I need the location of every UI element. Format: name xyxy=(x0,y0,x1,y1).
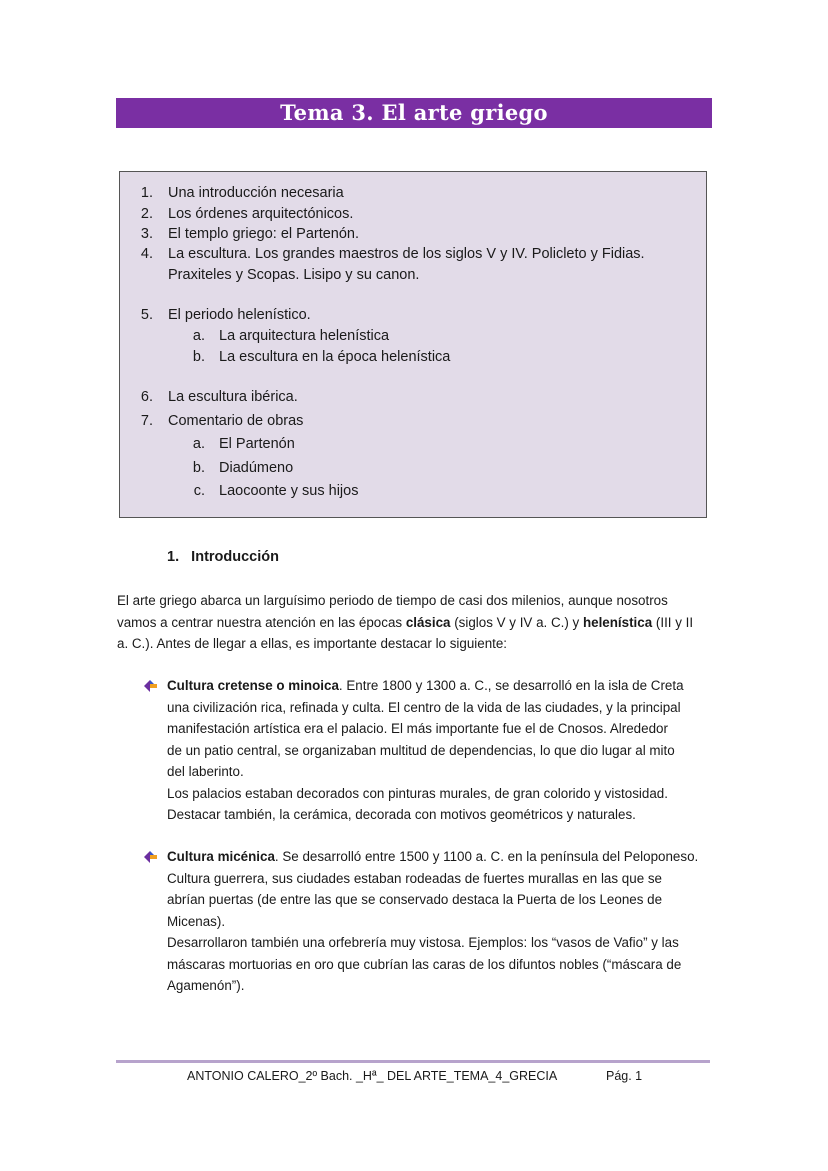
arrow-bullet-icon xyxy=(141,677,159,695)
intro-paragraph: El arte griego abarca un larguísimo periodo de tiempo de casi dos milenios, aunque nosotros vamos a centrar nuestra atención en las épocas clásica (siglos V y IV a. C.) y helenística (III y II a. C.). Antes de llegar a ellas, es importante destacar lo siguiente: xyxy=(117,593,694,651)
bullet-cretan-culture: Cultura cretense o minoica. Entre 1800 y 1300 a. C., se desarrolló en la isla de Creta una civilización rica, refinada y culta. El centro de la vida de las ciudades, y la principal manifestación artística era el palacio. El más importante fue el de Cnosos. Alrededor de un patio central, se organizaban multitud de dependencias, lo que dio lugar al mito del laberinto. Los palacios estaban decorados con pinturas murales, de gran colorido y vistosidad. Destacar también, la cerámica, decorada con motivos geométricos y naturales. xyxy=(167,678,684,822)
section-heading: 1. Introducción xyxy=(167,549,279,565)
page-title: Tema 3. El arte griego xyxy=(116,98,712,128)
footer-divider xyxy=(116,1060,710,1063)
footer-author: ANTONIO CALERO_2º Bach. _Hª_ DEL ARTE_TEMA_4_GRECIA xyxy=(187,1069,558,1083)
page-number: Pág. 1 xyxy=(606,1069,643,1083)
arrow-bullet-icon xyxy=(141,848,159,866)
bullet-mycenaean-culture: Cultura micénica. Se desarrolló entre 1500 y 1100 a. C. en la península del Peloponeso. Cultura guerrera, sus ciudades estaban rodeadas de fuertes murallas en las que se abrían puertas (de entre las que se conservado destaca la Puerta de los Leones de Micenas). Desarrollaron también una orfebrería muy vistosa. Ejemplos: los “vasos de Vafio” y las máscaras mortuorias en oro que cubrían las caras de los difuntos nobles (“máscara de Agamenón”). xyxy=(167,849,699,993)
table-of-contents: 1. Una introducción necesaria 2. Los órdenes arquitectónicos. 3. El templo griego: el Partenón. 4. La escultura. Los grandes maestros de los siglos V y IV. Policleto y Fidias. Praxiteles y Scopas. Lisipo y su canon. 5. El periodo helenístico. a. La arquitectura helenística b. La escultura en la época helenística 6. La escultura ibérica. 7. Comentario de obras a. El Partenón b. Diadúmeno c. Laocoonte y sus hijos xyxy=(119,171,707,518)
